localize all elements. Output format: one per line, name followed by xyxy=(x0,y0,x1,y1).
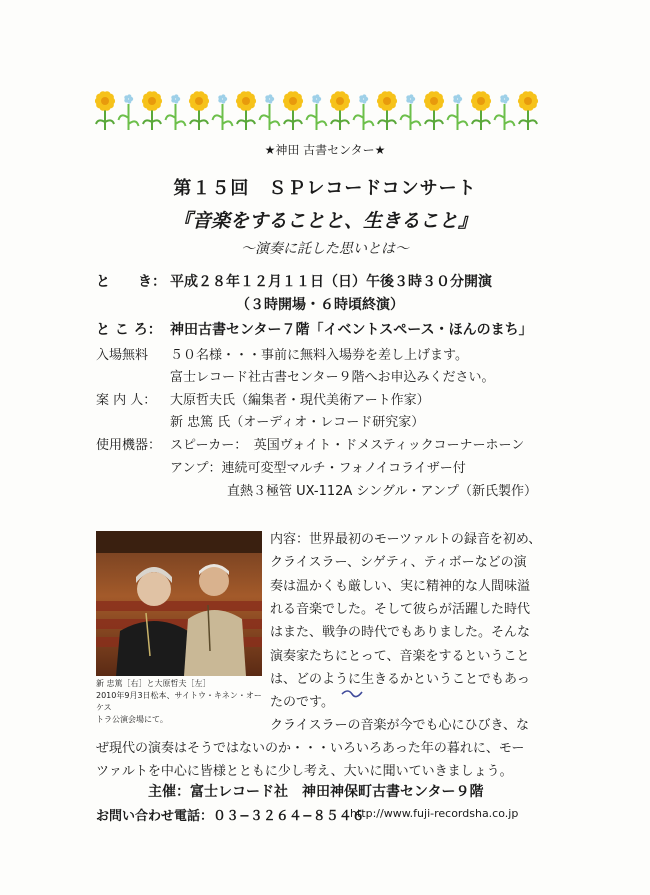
flower-icon xyxy=(95,91,115,130)
flower-icon xyxy=(189,91,209,130)
content-line-2: クライスラー、シゲティ、ティボーなどの演 xyxy=(270,555,527,570)
flower-icon xyxy=(354,94,374,130)
main-title: 『音楽をすることと、生きること』 xyxy=(172,210,477,232)
photo-caption xyxy=(96,678,266,726)
caption-line2: 2010年9月3日松本、サイトウ・キネン・オーケス xyxy=(96,691,262,712)
content-line-1: 内容：世界最初のモーツァルトの録音を初め、 xyxy=(270,532,542,547)
handwritten-mark-icon xyxy=(340,686,364,700)
equipment-label: 使用機器： xyxy=(96,438,162,453)
sunflower-row-icon xyxy=(95,90,545,132)
website-url[interactable]: http://www.fuji-recordsha.co.jp xyxy=(350,807,519,820)
flower-icon xyxy=(142,91,162,130)
guide-label: 案 内 人： xyxy=(96,393,157,408)
place-value: 神田古書センター７階「イベントスペース・ほんのまち」 xyxy=(170,322,533,338)
flower-icon xyxy=(424,91,444,130)
flower-icon xyxy=(213,94,233,130)
portrait-photo xyxy=(96,531,262,676)
flower-icon xyxy=(260,94,280,130)
content-line-7: は、どのように生きるかということでもあっ xyxy=(270,672,530,687)
flower-icon xyxy=(307,94,327,130)
content-line-4: れる音楽でした。そして彼らが活躍した時代 xyxy=(270,602,531,617)
content-line-5: はまた、戦争の時代でもありました。そんな xyxy=(270,625,531,640)
content-full-line-2: ぜ現代の演奏はそうではないのか・・・いろいろあった年の暮れに、モー xyxy=(96,741,525,756)
phone-line: お問い合わせ電話：０３−３２６４−８５４６ xyxy=(96,809,365,824)
flower-icon xyxy=(448,94,468,130)
flower-icon xyxy=(236,91,256,130)
concert-title: 第１５回 ＳＰレコードコンサート xyxy=(173,178,477,199)
flower-icon xyxy=(330,91,350,130)
time-label: と き： xyxy=(96,274,166,290)
flower-icon xyxy=(471,91,491,130)
equipment-line3: 直熱３極管 UX-112A シングル・アンプ（新氏製作） xyxy=(227,484,537,499)
flower-icon xyxy=(119,94,139,130)
flower-icon xyxy=(377,91,397,130)
sponsor-line: 主催：富士レコード社 神田神保町古書センター９階 xyxy=(148,784,484,800)
time-note: （３時開場・６時頃終演） xyxy=(236,297,404,313)
time-value: 平成２８年１２月１１日（日）午後３時３０分開演 xyxy=(170,274,492,290)
content-full-line-1: クライスラーの音楽が今でも心にひびき、な xyxy=(270,718,529,733)
venue-tag: ★神田 古書センター★ xyxy=(264,143,386,157)
equipment-line1: スピーカー： 英国ヴォイト・ドメスティックコーナーホーン xyxy=(170,438,525,453)
flower-icon xyxy=(518,91,538,130)
content-line-8: たのです。 xyxy=(270,695,334,710)
guide-line2: 新 忠篤 氏（オーディオ・レコード研究家） xyxy=(170,415,425,430)
flower-icon xyxy=(401,94,421,130)
content-line-6: 演奏家たちにとって、音楽をするということ xyxy=(270,649,530,664)
flower-icon xyxy=(495,94,515,130)
admission-line2: 富士レコード社古書センター９階へお申込みください。 xyxy=(170,370,495,385)
guide-line1: 大原哲夫氏（編集者・現代美術アート作家） xyxy=(170,393,430,408)
place-label: と こ ろ： xyxy=(96,322,162,338)
content-full-line-3: ツァルトを中心に皆様とともに少し考え、大いに聞いていきましょう。 xyxy=(96,764,513,779)
subtitle: 〜演奏に託した思いとは〜 xyxy=(241,241,409,257)
flower-icon xyxy=(283,91,303,130)
admission-label: 入場無料 xyxy=(96,348,149,363)
content-line-3: 奏は温かくも厳しい、実に精神的な人間味溢 xyxy=(270,579,531,594)
admission-line1: ５０名様・・・事前に無料入場券を差し上げます。 xyxy=(170,348,468,363)
flower-icon xyxy=(166,94,186,130)
equipment-line2: アンプ：連続可変型マルチ・フォノイコライザー付 xyxy=(170,461,466,476)
caption-line1: 新 忠篤［右］と大原哲夫［左］ xyxy=(96,679,211,688)
caption-line3: トラ公演会場にて。 xyxy=(96,715,168,724)
